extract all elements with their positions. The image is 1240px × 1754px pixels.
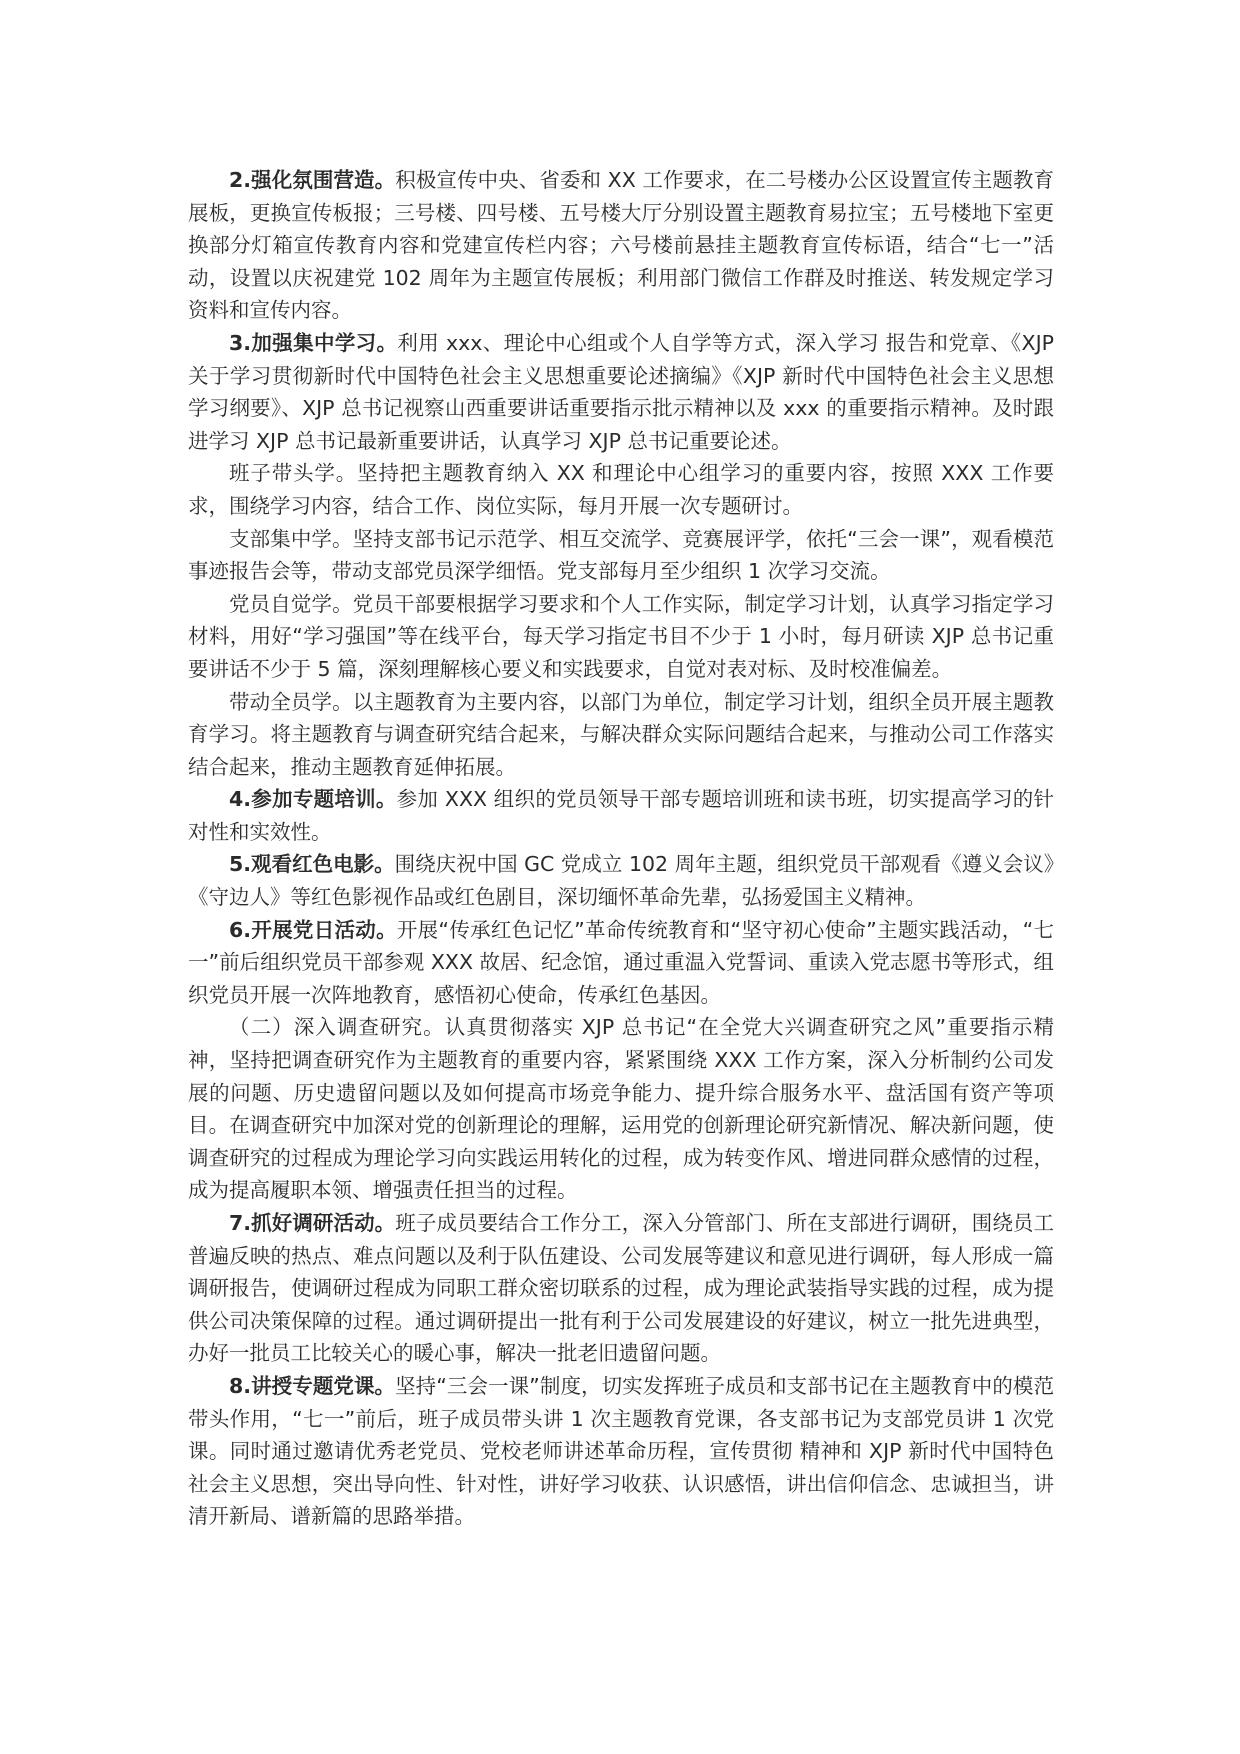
paragraph-heading: 6.开展党日活动。	[229, 917, 397, 942]
paragraph-party-lectures	[188, 1370, 1054, 1533]
paragraph-training	[188, 783, 1054, 848]
paragraph-leadership-study	[188, 457, 1054, 522]
paragraph-text: 利用 xxx、理论中心组或个人自学等方式，深入学习 报告和党章、《XJP 关于学习贯彻新时代中国特色社会主义思想重要论述摘编》《XJP 新时代中国特色社会主义思想学习纲要》、XJP 总书记视察山西重要讲话重要指示批示精神以及 xxx 的重要指示精神。及时跟进学习 XJP 总书记最新重要讲话，认真学习 XJP 总书记重要论述。	[188, 330, 1054, 453]
paragraph-party-day	[188, 914, 1054, 1012]
paragraph-self-study	[188, 588, 1054, 686]
paragraph-heading: 5.观看红色电影。	[229, 852, 395, 877]
paragraph-heading: 7.抓好调研活动。	[229, 1211, 396, 1235]
document-body	[188, 164, 1054, 1533]
paragraph-heading: 4.参加专题培训。	[229, 787, 397, 812]
paragraph-centralized-study	[188, 327, 1054, 457]
paragraph-text: 班子成员要结合工作分工，深入分管部门、所在支部进行调研，围绕员工普遍反映的热点、难点问题以及利于队伍建设、公司发展等建议和意见进行调研，每人形成一篇调研报告，使调研过程成为同职工群众密切联系的过程，成为理论武装指导实践的过程，成为提供公司决策保障的过程。通过调研提出一批有利于公司发展建设的好建议，树立一批先进典型，办好一批员工比较关心的暖心事，解决一批老旧遗留问题。	[188, 1211, 1054, 1366]
paragraph-heading: 2.强化氛围营造。	[229, 168, 396, 192]
paragraph-red-films	[188, 848, 1054, 913]
paragraph-text: 开展“传承红色记忆”革命传统教育和“坚守初心使命”主题实践活动，“七一”前后组织党员干部参观 XXX 故居、纪念馆，通过重温入党誓词、重读入党志愿书等形式，组织党员开展一次阵地教育，感悟初心使命，传承红色基因。	[188, 917, 1054, 1007]
paragraph-heading: 3.加强集中学习。	[229, 330, 398, 355]
paragraph-text: 积极宣传中央、省委和 XX 工作要求，在二号楼办公区设置宣传主题教育展板，更换宣传板报；三号楼、四号楼、五号楼大厅分别设置主题教育易拉宝；五号楼地下室更换部分灯箱宣传教育内容和党建宣传栏内容；六号楼前悬挂主题教育宣传标语，结合“七一”活动，设置以庆祝建党 102 周年为主题宣传展板；利用部门微信工作群及时推送、转发规定学习资料和宣传内容。	[188, 168, 1054, 323]
paragraph-all-staff-study	[188, 686, 1054, 784]
paragraph-branch-study	[188, 523, 1054, 588]
paragraph-text: 班子带头学。坚持把主题教育纳入 XX 和理论中心组学习的重要内容，按照 XXX 工作要求，围绕学习内容，结合工作、岗位实际，每月开展一次专题研讨。	[188, 461, 1054, 518]
paragraph-text: 带动全员学。以主题教育为主要内容，以部门为单位，制定学习计划，组织全员开展主题教育学习。将主题教育与调查研究结合起来，与解决群众实际问题结合起来，与推动公司工作落实结合起来，推动主题教育延伸拓展。	[188, 689, 1054, 779]
paragraph-research-activities	[188, 1207, 1054, 1370]
paragraph-text: 参加 XXX 组织的党员领导干部专题培训班和读书班，切实提高学习的针对性和实效性。	[188, 787, 1054, 844]
paragraph-investigation	[188, 1011, 1054, 1207]
paragraph-text: （二）深入调查研究。认真贯彻落实 XJP 总书记“在全党大兴调查研究之风”重要指示精神，坚持把调查研究作为主题教育的重要内容，紧紧围绕 XXX 工作方案，深入分析制约公司发展的问题、历史遗留问题以及如何提高市场竞争能力、提升综合服务水平、盘活国有资产等项目。在调查研究中加深对党的创新理论的理解，运用党的创新理论研究新情况、解决新问题，使调查研究的过程成为理论学习向实践运用转化的过程，成为转变作风、增进同群众感情的过程，成为提高履职本领、增强责任担当的过程。	[188, 1015, 1054, 1203]
paragraph-text: 围绕庆祝中国 GC 党成立 102 周年主题，组织党员干部观看《遵义会议》《守边人》等红色影视作品或红色剧目，深切缅怀革命先辈，弘扬爱国主义精神。	[188, 852, 1054, 910]
paragraph-heading: 8.讲授专题党课。	[229, 1373, 396, 1398]
paragraph-atmosphere	[188, 164, 1054, 327]
paragraph-text: 坚持“三会一课”制度，切实发挥班子成员和支部书记在主题教育中的模范带头作用，“七一”前后，班子成员带头讲 1 次主题教育党课，各支部书记为支部党员讲 1 次党课。同时通过邀请优秀老党员、党校老师讲述革命历程，宣传贯彻 精神和 XJP 新时代中国特色社会主义思想，突出导向性、针对性，讲好学习收获、认识感悟，讲出信仰信念、忠诚担当，讲清开新局、谱新篇的思路举措。	[188, 1373, 1054, 1529]
paragraph-text: 支部集中学。坚持支部书记示范学、相互交流学、竞赛展评学，依托“三会一课”，观看模范事迹报告会等，带动支部党员深学细悟。党支部每月至少组织 1 次学习交流。	[188, 526, 1054, 584]
paragraph-text: 党员自觉学。党员干部要根据学习要求和个人工作实际，制定学习计划，认真学习指定学习材料，用好“学习强国”等在线平台，每天学习指定书目不少于 1 小时，每月研读 XJP 总书记重要讲话不少于 5 篇，深刻理解核心要义和实践要求，自觉对表对标、及时校准偏差。	[188, 591, 1054, 681]
